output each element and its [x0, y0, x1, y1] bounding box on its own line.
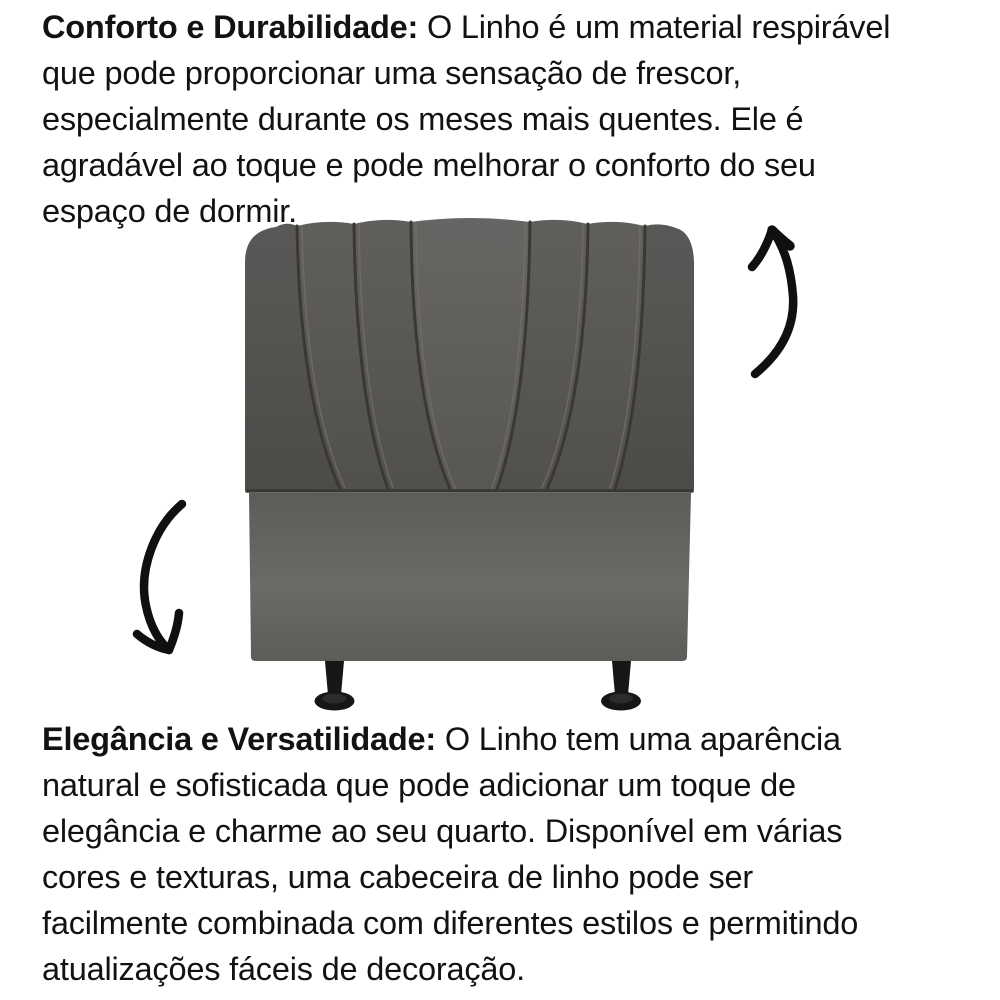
text-line: natural e sofisticada que pode adicionar um toque de [42, 767, 796, 803]
text-line: atualizações fáceis de decoração. [42, 951, 526, 987]
text-line: que pode proporcionar uma sensação de frescor, [42, 55, 742, 91]
curved-arrow-down-icon [137, 504, 182, 650]
paragraph-elegance-versatility [42, 716, 858, 992]
text-line: agradável ao toque e pode melhorar o conforto do seu [42, 147, 816, 183]
text-line: Elegância e Versatilidade: O Linho tem uma aparência [42, 721, 841, 757]
text-line: elegância e charme ao seu quarto. Disponível em várias [42, 813, 843, 849]
headboard-image [245, 218, 694, 711]
text-line: facilmente combinada com diferentes estilos e permitindo [42, 905, 859, 941]
headboard-leg-right [601, 661, 641, 711]
text-line: cores e texturas, uma cabeceira de linho pode ser [42, 859, 754, 895]
curved-arrow-up-icon [752, 230, 793, 374]
text-line: Conforto e Durabilidade: O Linho é um material respirável [42, 9, 891, 45]
headboard-leg-left [315, 661, 355, 711]
headboard-lower-panel [249, 493, 691, 661]
text-line: espaço de dormir. [42, 193, 297, 229]
text-line: especialmente durante os meses mais quentes. Ele é [42, 101, 804, 137]
